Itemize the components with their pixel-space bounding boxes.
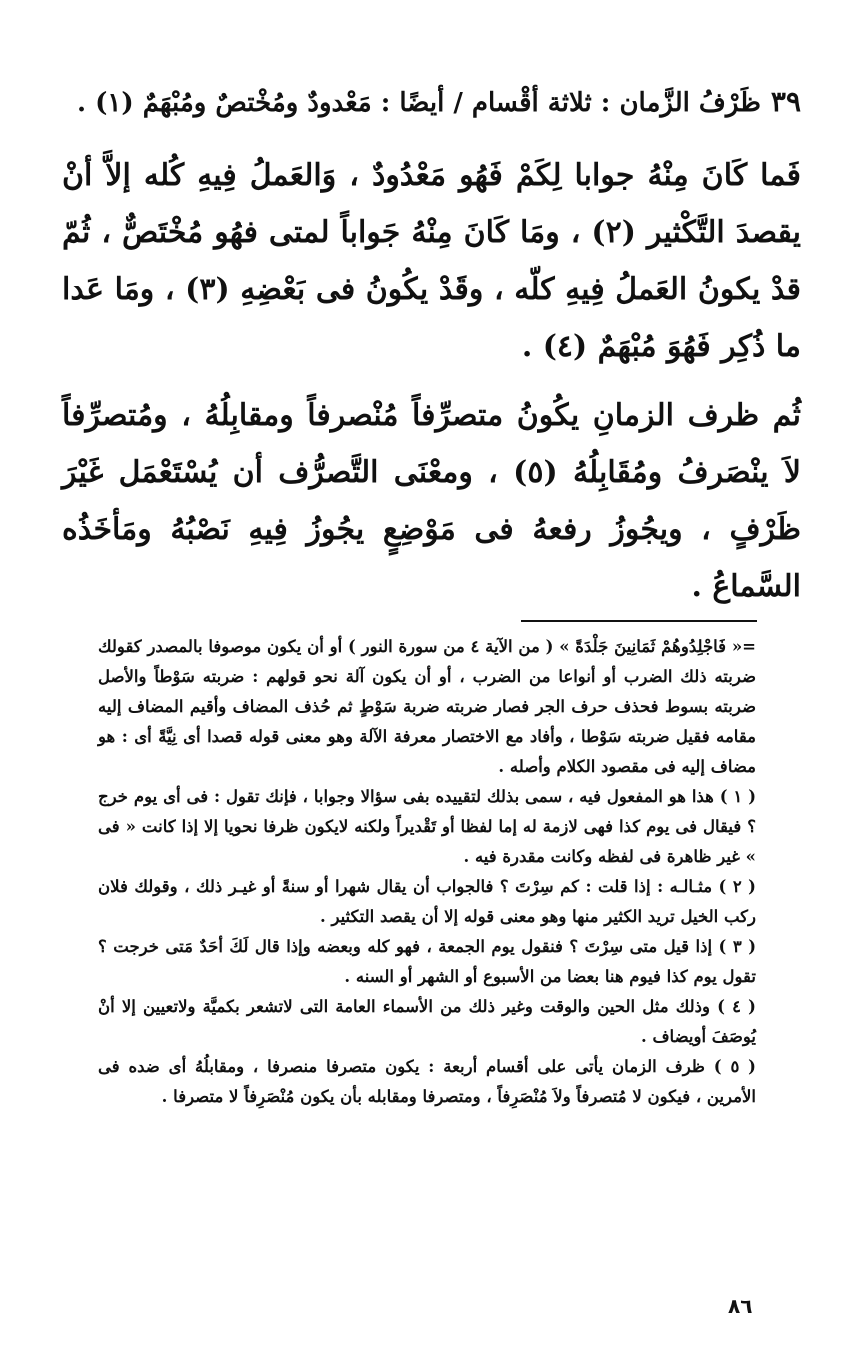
footnote-1: ( ١ ) هذا هو المفعول فيه ، سمى بذلك لتقييده بفى سؤالا وجوابا ، فإنك تقول : فى أى يوم خرج ؟ فيقال فى يوم كذا فهى لازمة له إما لفظا أو تَقْديراً ولكنه لايكون ظرفا نحويا إلا إذا كانت « فى » غير ظاهرة فى لفظه وكانت مقدرة فيه .	[98, 787, 756, 866]
footnote-4: ( ٤ ) وذلك مثل الحين والوقت وغير ذلك من الأسماء العامة التى لاتشعر بكميَّة ولاتعيين إلا أنْ يُوصَفَ أويضاف .	[98, 997, 756, 1046]
footnote-continued: =« فَاجْلِدُوهُمْ ثَمَانِينَ جَلْدَةً » ( من الآية ٤ من سورة النور ) أو أن يكون موصوفا بالمصدر كقولك ضربته ذلك الضرب أو أنواعا من الضرب ، أو أن يكون آلة نحو قولهم : ضربته سَوْطاً والأصل ضربته بسوط فحذف حرف الجر فصار ضربته ضربة سَوْطٍ ثم حُذف المضاف وأقيم المضاف إليه مقامه فقيل ضربته سَوْطا ، وأفاد مع الاختصار معرفة الآلة وهو معنى قوله قصدا أى نِيَّةً أى : هو مضاف إليه فى مقصود الكلام وأصله .	[98, 637, 756, 776]
footnote-divider	[521, 620, 757, 622]
section-title: ظَرْفُ الزَّمان : ثلاثة أقْسام / أيضًا : مَعْدودٌ ومُخْتصٌ ومُبْهَمٌ (١) .	[77, 88, 761, 118]
footnote-3: ( ٣ ) إذا قيل متى سِرْتَ ؟ فنقول يوم الجمعة ، فهو كله وبعضه وإذا قال لَكَ أحَدٌ مَتى خرجت ؟ تقول يوم كذا فيوم هنا بعضا من الأسبوع أو الشهر أو السنه .	[98, 937, 756, 986]
footnote-2: ( ٢ ) مثـالـه : إذا قلت : كم سِرْتَ ؟ فالجواب أن يقال شهرا أو سنةً أو غيـر ذلك ، وقولك فلان ركب الخيل تريد الكثير منها وهو معنى قوله إلا أن يقصد التكثير .	[98, 877, 756, 926]
main-text	[62, 80, 801, 627]
section-number: ٣٩	[770, 85, 801, 118]
footnote-5: ( ٥ ) ظرف الزمان يأتى على أقسام أربعة : يكون متصرفا منصرفا ، ومقابلُهُ أى ضده فى الأمرين ، فيكون لا مُتصرفاً ولاَ مُنْصَرِفاً ، ومتصرفا ومقابله بأن يكون مُنْصَرِفاً لا متصرفا .	[98, 1057, 756, 1106]
body-paragraph-1: فَما كَانَ مِنْهُ جوابا لِكَمْ فَهُو مَعْدُودٌ ، وَالعَملُ فِيهِ كُله إلاَّ أنْ يقصدَ التَّكْثير (٢) ، ومَا كَانَ مِنْهُ جَواباً لمتى فهُو مُخْتَصٌّ ، ثُمّ قدْ يكونُ العَملُ فِيهِ كلّه ، وقَدْ يكُونُ فى بَعْضِهِ (٣) ، ومَا عَدا ما ذُكِر فَهُوَ مُبْهَمٌ (٤) .	[62, 158, 802, 364]
page-number: ٨٦	[728, 1294, 753, 1318]
section-heading	[62, 80, 801, 125]
body-paragraph-2: ثُم ظرف الزمانِ يكُونُ متصرِّفاً مُنْصرفاً ومقابِلُهُ ، ومُتصرِّفاً لاَ ينْصَرفُ ومُقَابِلُهُ (٥) ، ومعْنَى التَّصرُّف أن يُسْتَعْمَل غَيْرَ ظَرْفٍ ، ويجُوزُ رفعهُ فى مَوْضِعٍ يجُوزُ فِيهِ نَصْبُهُ ومَأخَذُه السَّماعُ .	[62, 398, 801, 604]
footnotes	[98, 632, 756, 1112]
